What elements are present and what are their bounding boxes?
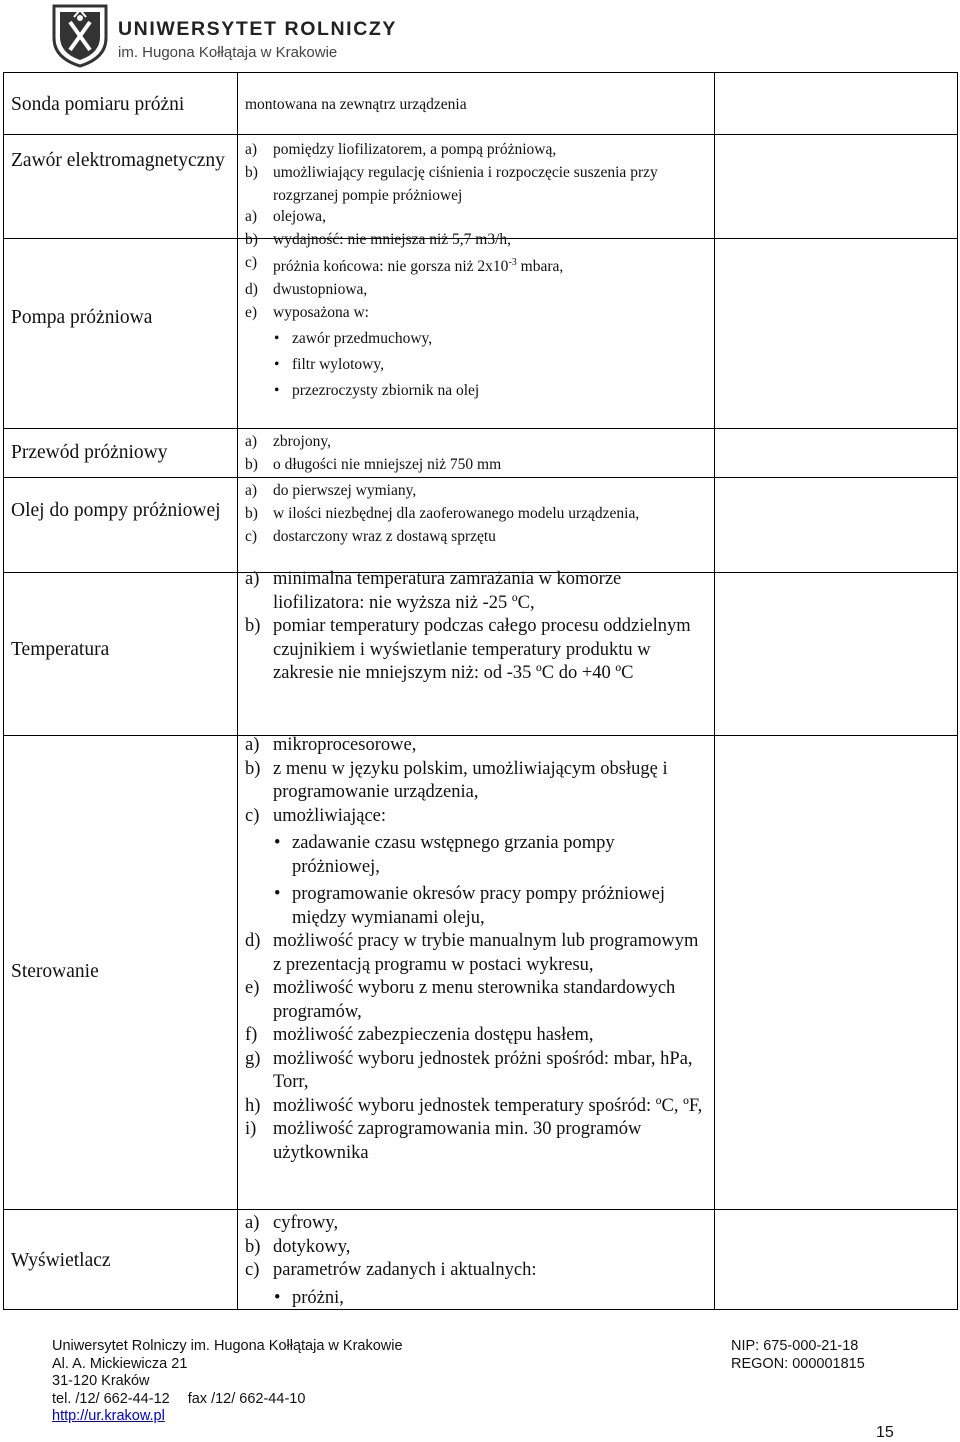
bullet-icon: •	[274, 356, 280, 374]
list-item-text: minimalna temperatura zamrażania w komorze liofilizatora: nie wyższa niż -25 ºC,	[273, 569, 622, 613]
row-label-pump-oil: Olej do pompy próżniowej	[11, 500, 221, 521]
row-desc-temperature	[245, 568, 705, 686]
row-label-solenoid-valve: Zawór elektromagnetyczny	[11, 150, 225, 171]
column-divider	[714, 73, 715, 1309]
list-item-text: wydajność: nie mniejsza niż 5,7 m3/h,	[273, 231, 512, 248]
list-marker: a)	[245, 569, 260, 589]
list-item-text: mbara,	[516, 258, 564, 276]
list-item	[245, 479, 705, 502]
list-item-text: możliwość wyboru jednostek próżni spośród: mbar, hPa, Torr,	[273, 1048, 693, 1092]
row-label-vacuum-hose: Przewód próżniowy	[11, 442, 168, 463]
bullet-item	[245, 1287, 705, 1311]
list-item	[245, 138, 705, 161]
list-item-text: wyposażona w:	[273, 304, 369, 322]
list-marker: a)	[245, 735, 260, 755]
footer-phone: tel. /12/ 662-44-12	[52, 1390, 170, 1407]
list-item-text: zadawanie czasu wstępnego grzania pompy próżniowej,	[292, 833, 615, 877]
university-name: UNIWERSYTET ROLNICZY	[118, 18, 397, 40]
list-marker: f)	[245, 1025, 258, 1045]
list-item	[245, 228, 705, 251]
list-item	[245, 453, 705, 476]
list-marker: a)	[245, 141, 258, 158]
footer-regon: REGON: 000001815	[731, 1355, 865, 1372]
bullet-icon: •	[274, 382, 280, 400]
row-desc-solenoid-valve	[245, 138, 705, 207]
list-marker: a)	[245, 1213, 260, 1233]
page-number: 15	[876, 1424, 894, 1441]
list-item	[245, 251, 705, 278]
row-desc-vacuum-pump	[245, 205, 705, 402]
bullet-item	[245, 379, 705, 402]
list-item	[245, 430, 705, 453]
bullet-item	[245, 883, 705, 930]
list-marker: b)	[245, 231, 258, 248]
list-item	[245, 161, 705, 207]
list-item	[245, 930, 705, 977]
list-marker: c)	[245, 254, 258, 271]
bullet-icon: •	[274, 1287, 281, 1308]
website-link[interactable]: http://ur.krakow.pl	[52, 1408, 165, 1424]
list-marker: h)	[245, 1095, 261, 1116]
list-item-text: z menu w języku polskim, umożliwiającym obsługę i programowanie urządzenia,	[273, 758, 668, 802]
list-item	[245, 615, 705, 686]
bullet-icon: •	[274, 833, 281, 853]
bullet-item	[245, 353, 705, 376]
list-item	[245, 977, 705, 1024]
list-marker: b)	[245, 616, 261, 636]
list-marker: b)	[245, 505, 258, 522]
list-item-text: próżni,	[292, 1287, 344, 1308]
list-marker: c)	[245, 528, 258, 545]
list-marker: d)	[245, 281, 258, 299]
list-marker: a)	[245, 208, 258, 225]
footer-nip: NIP: 675-000-21-18	[731, 1338, 859, 1354]
list-item-text: przezroczysty zbiornik na olej	[292, 382, 480, 400]
list-item-text: umożliwiające:	[273, 805, 387, 826]
list-item-text: olejowa,	[273, 208, 326, 225]
list-item	[245, 502, 705, 525]
list-item-text: pomiędzy liofilizatorem, a pompą próżniową,	[273, 141, 557, 158]
list-item	[245, 734, 705, 758]
list-item-text: programowanie okresów pracy pompy próżniowej między wymianami oleju,	[292, 884, 665, 928]
list-marker: e)	[245, 304, 258, 322]
list-item	[245, 805, 705, 829]
row-divider	[4, 477, 957, 478]
list-item-text: możliwość wyboru z menu sterownika standardowych programów,	[273, 978, 676, 1022]
list-marker: c)	[245, 805, 260, 826]
footer-line: Uniwersytet Rolniczy im. Hugona Kołłątaja w Krakowie	[52, 1338, 403, 1354]
superscript: -3	[508, 257, 517, 268]
footer-fax: fax /12/ 662-44-10	[187, 1390, 306, 1407]
row-label-control: Sterowanie	[11, 961, 99, 982]
footer-line: Al. A. Mickiewicza 21	[52, 1355, 188, 1372]
list-item-text: możliwość wyboru jednostek temperatury spośród: ºC, ºF,	[273, 1095, 703, 1116]
list-item	[245, 758, 705, 805]
list-item	[245, 568, 705, 615]
specification-table	[3, 72, 958, 1310]
footer-ids	[731, 1338, 865, 1373]
list-item-text: możliwość zaprogramowania min. 30 programów użytkownika	[273, 1119, 642, 1163]
list-item	[245, 525, 705, 548]
list-marker: b)	[245, 456, 258, 473]
list-marker: i)	[245, 1119, 257, 1139]
list-item	[245, 1118, 705, 1165]
list-item-text: zawór przedmuchowy,	[292, 330, 433, 348]
list-item-text: pomiar temperatury podczas całego procesu oddzielnym czujnikiem i wyświetlanie temperatury produktu w zakresie nie mniejszym niż: od -35 ºC do +40 ºC	[273, 616, 691, 683]
university-logo	[50, 2, 430, 70]
list-item	[245, 205, 705, 228]
list-item	[245, 278, 705, 301]
university-subtitle: im. Hugona Kołłątaja w Krakowie	[118, 44, 338, 61]
university-crest-icon	[50, 2, 110, 68]
list-item-text: mikroprocesorowe,	[273, 735, 417, 755]
row-desc-display	[245, 1212, 705, 1310]
list-item-text: dwustopniowa,	[273, 281, 368, 299]
footer-line: 31-120 Kraków	[52, 1373, 150, 1389]
bullet-icon: •	[274, 884, 281, 904]
list-marker: d)	[245, 931, 261, 951]
list-item-text: umożliwiający regulację ciśnienia i rozpoczęcie suszenia przy rozgrzanej pompie próżniowej	[273, 164, 658, 204]
list-item	[245, 1048, 705, 1095]
footer-contact	[52, 1391, 403, 1409]
list-marker: b)	[245, 758, 261, 779]
list-item-text: możliwość zabezpieczenia dostępu hasłem,	[273, 1025, 594, 1045]
list-item-text: możliwość pracy w trybie manualnym lub programowym z prezentacją programu w postaci wykresu,	[273, 931, 699, 975]
list-item	[245, 1212, 705, 1236]
bullet-item	[245, 327, 705, 350]
list-item-text: próżnia końcowa: nie gorsza niż 2x10	[273, 258, 509, 276]
list-item	[245, 1024, 705, 1048]
row-desc-vacuum-hose	[245, 430, 705, 476]
list-item-text: dostarczony wraz z dostawą sprzętu	[273, 528, 496, 545]
list-item	[245, 1095, 705, 1119]
list-item-text: do pierwszej wymiany,	[273, 482, 417, 499]
list-marker: e)	[245, 978, 260, 998]
row-label-display: Wyświetlacz	[11, 1250, 111, 1271]
list-marker: c)	[245, 1260, 260, 1280]
row-label-vacuum-probe: Sonda pomiaru próżni	[11, 94, 185, 115]
bullet-icon: •	[274, 330, 280, 348]
list-item-text: zbrojony,	[273, 433, 331, 450]
list-marker: a)	[245, 482, 258, 499]
list-item-text: dotykowy,	[273, 1236, 351, 1257]
bullet-item	[245, 832, 705, 879]
list-item-text: w ilości niezbędnej dla zaoferowanego modelu urządzenia,	[273, 505, 640, 522]
row-divider	[4, 428, 957, 429]
row-label-temperature: Temperatura	[11, 639, 110, 660]
column-divider	[237, 73, 238, 1309]
list-marker: g)	[245, 1048, 261, 1069]
list-item	[245, 1236, 705, 1260]
row-label-vacuum-pump: Pompa próżniowa	[11, 307, 153, 328]
row-divider	[4, 134, 957, 135]
list-marker: a)	[245, 433, 258, 450]
list-marker: b)	[245, 1236, 261, 1257]
list-marker: b)	[245, 164, 258, 181]
row-desc-control	[245, 734, 705, 1165]
list-item-text: o długości nie mniejszej niż 750 mm	[273, 456, 502, 473]
row-desc-pump-oil	[245, 479, 705, 548]
list-item	[245, 301, 705, 324]
footer-address	[52, 1338, 403, 1426]
list-item	[245, 1259, 705, 1283]
list-item-text: filtr wylotowy,	[292, 356, 384, 374]
list-item-text: cyfrowy,	[273, 1213, 339, 1233]
list-item: montowana na zewnątrz urządzenia	[245, 96, 467, 113]
row-desc-vacuum-probe	[245, 93, 705, 116]
list-item-text: parametrów zadanych i aktualnych:	[273, 1260, 537, 1280]
row-divider	[4, 1209, 957, 1210]
